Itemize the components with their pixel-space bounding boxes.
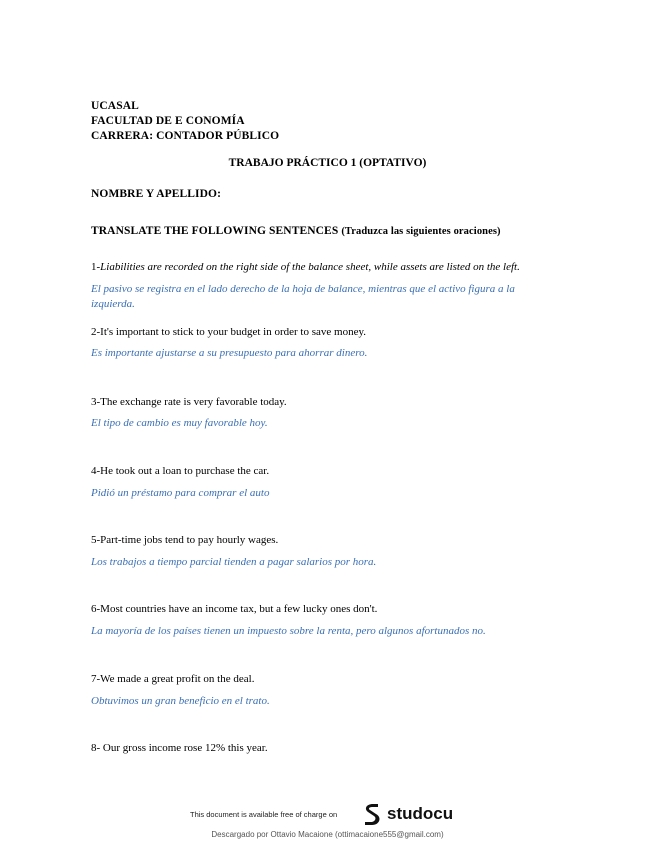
studocu-brand: studocu: [387, 804, 454, 823]
question-number: 2-: [91, 326, 101, 338]
instructions: [91, 224, 501, 239]
question-text: It's important to stick to your budget in order to save money.: [100, 326, 367, 338]
instructions-main: TRANSLATE THE FOLLOWING SENTENCES: [91, 225, 339, 237]
answer-4: Pidió un préstamo para comprar el auto: [91, 487, 270, 499]
document-header: [91, 99, 279, 144]
question-text: Most countries have an income tax, but a few lucky ones don't.: [100, 603, 378, 615]
question-3: [91, 395, 561, 409]
career-name: CARRERA: CONTADOR PÚBLICO: [91, 130, 280, 142]
question-number: 6-: [91, 603, 101, 615]
institution-name: UCASAL: [91, 100, 139, 112]
footer-available-text: This document is available free of charge on: [190, 810, 338, 819]
answer-6: La mayoría de los países tienen un impuesto sobre la renta, pero algunos afortunados no.: [91, 625, 486, 637]
question-number: 1-: [91, 261, 101, 273]
question-1: [91, 260, 561, 274]
document-title: TRABAJO PRÁCTICO 1 (OPTATIVO): [228, 157, 427, 169]
question-number: 4-: [91, 465, 101, 477]
footer-download-text: Descargado por Ottavio Macaione (ottimacaione555@gmail.com): [211, 830, 444, 839]
studocu-logo[interactable]: [360, 802, 453, 826]
answer-7: Obtuvimos un gran beneficio en el trato.: [91, 695, 270, 707]
question-8: [91, 741, 561, 755]
question-4: [91, 464, 561, 478]
name-label: NOMBRE Y APELLIDO:: [91, 188, 222, 200]
answer-5: Los trabajos a tiempo parcial tienden a pagar salarios por hora.: [91, 556, 377, 568]
question-5: [91, 533, 561, 547]
question-number: 7-: [91, 673, 101, 685]
question-text: We made a great profit on the deal.: [100, 673, 255, 685]
question-text: He took out a loan to purchase the car.: [100, 465, 270, 477]
question-number: 5-: [91, 534, 101, 546]
question-text: Part-time jobs tend to pay hourly wages.: [100, 534, 279, 546]
question-text: Our gross income rose 12% this year.: [102, 742, 268, 754]
instructions-paren: (Traduzca las siguientes oraciones): [341, 226, 501, 237]
question-number: 8-: [91, 742, 103, 754]
question-7: [91, 672, 561, 686]
answer-1: El pasivo se registra en el lado derecho de la hoja de balance, mientras que el activo figura a la izquierda.: [91, 283, 515, 310]
question-text: Liabilities are recorded on the right side of the balance sheet, while assets are listed on the left.: [100, 261, 520, 273]
answer-3: El tipo de cambio es muy favorable hoy.: [91, 417, 268, 429]
answer-2: Es importante ajustarse a su presupuesto para ahorrar dinero.: [91, 347, 368, 359]
studocu-icon: [360, 802, 384, 826]
question-6: [91, 602, 561, 616]
question-number: 3-: [91, 396, 101, 408]
faculty-name: FACULTAD DE E CONOMÍA: [91, 115, 245, 127]
question-text: The exchange rate is very favorable today.: [100, 396, 287, 408]
question-2: [91, 325, 561, 339]
